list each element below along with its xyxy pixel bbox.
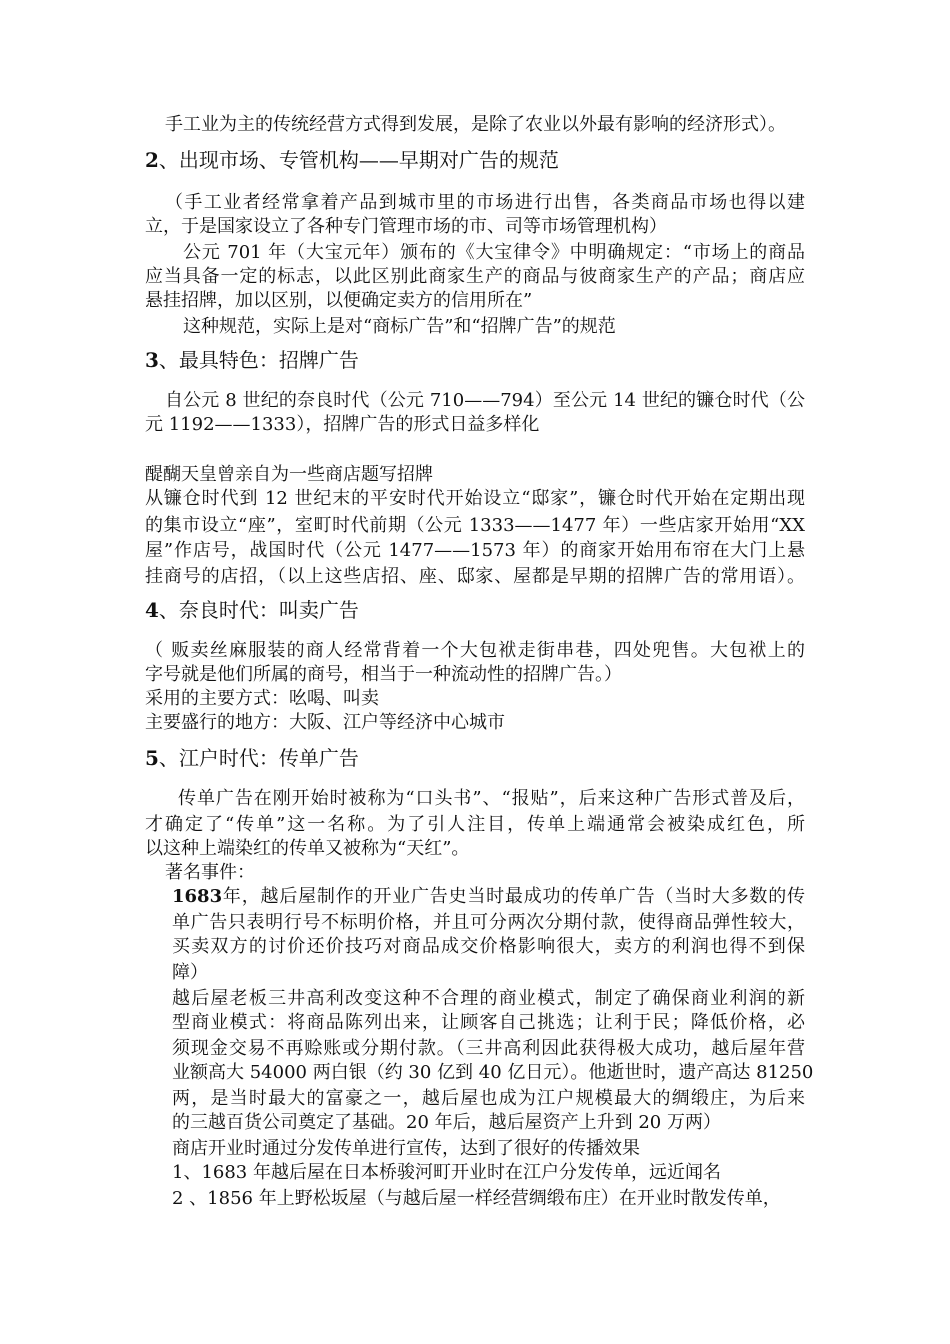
text-line: 悬挂招牌，加以区别，以便确定卖方的信用所在”: [145, 290, 533, 311]
text-line: （ 贩卖丝麻服装的商人经常背着一个大包袱走街串巷，四处兜售。大包袱上的: [145, 640, 805, 661]
text-line: 须现金交易不再赊账或分期付款。（三井高利因此获得极大成功，越后屋年营: [172, 1038, 805, 1059]
text-line: 这种规范，实际上是对“商标广告”和“招牌广告”的规范: [183, 316, 616, 337]
text-line: （手工业者经常拿着产品到城市里的市场进行出售，各类商品市场也得以建: [165, 192, 805, 213]
text-line: 主要盛行的地方：大阪、江户等经济中心城市: [145, 712, 505, 733]
text-line: 著名事件：: [165, 862, 255, 883]
text-line: 以这种上端染红的传单又被称为“天红”。: [145, 838, 470, 859]
text-line: 1683年，越后屋制作的开业广告史当时最成功的传单广告（当时大多数的传: [172, 886, 805, 907]
text-line: 采用的主要方式：吆喝、叫卖: [145, 688, 379, 709]
text-line: 公元 701 年（大宝元年）颁布的《大宝律令》中明确规定：“市场上的商品: [183, 242, 805, 263]
text-line: 障）: [172, 962, 208, 983]
list-item: 2 、1856 年上野松坂屋（与越后屋一样经营绸缎布庄）在开业时散发传单，: [172, 1188, 781, 1209]
text-line: 两，是当时最大的富豪之一，越后屋也成为江户规模最大的绸缎庄，为后来: [172, 1088, 805, 1109]
text-line: 传单广告在刚开始时被称为“口头书”、“报贴”，后来这种广告形式普及后，: [178, 788, 805, 809]
section-heading-3: 3、最具特色：招牌广告: [145, 348, 359, 372]
text-line: 立，于是国家设立了各种专门管理市场的市、司等市场管理机构）: [145, 216, 667, 237]
text-line: 单广告只表明行号不标明价格，并且可分两次分期付款，使得商品弹性较大，: [172, 912, 805, 933]
text-line: 的三越百货公司奠定了基础。20 年后，越后屋资产上升到 20 万两）: [172, 1112, 721, 1133]
text-line: 才确定了“传单”这一名称。为了引人注目，传单上端通常会被染成红色，所: [145, 814, 805, 835]
text-line: 屋”作店号，战国时代（公元 1477——1573 年）的商家开始用布帘在大门上悬: [145, 540, 805, 561]
text-line: 买卖双方的讨价还价技巧对商品成交价格影响很大，卖方的利润也得不到保: [172, 936, 805, 957]
text-line: 应当具备一定的标志，以此区别此商家生产的商品与彼商家生产的产品；商店应: [145, 266, 805, 287]
section-heading-4: 4、奈良时代：叫卖广告: [145, 598, 359, 622]
text-line: 商店开业时通过分发传单进行宣传，达到了很好的传播效果: [172, 1138, 640, 1159]
section-heading-2: 2、出现市场、专管机构——早期对广告的规范: [145, 148, 559, 172]
text-line: 型商业模式：将商品陈列出来，让顾客自己挑选；让利于民；降低价格，必: [172, 1012, 805, 1033]
text-line: 业额高大 54000 两白银（约 30 亿到 40 亿日元）。他逝世时，遗产高达 81250: [172, 1062, 814, 1083]
list-item: 1、1683 年越后屋在日本桥骏河町开业时在江户分发传单，远近闻名: [172, 1162, 721, 1183]
text-line: 字号就是他们所属的商号，相当于一种流动性的招牌广告。）: [145, 664, 622, 685]
text-line: 元 1192——1333），招牌广告的形式日益多样化: [145, 414, 540, 435]
text-line: 的集市设立“座”，室町时代前期（公元 1333——1477 年）一些店家开始用“XX: [145, 515, 805, 536]
text-line: 挂商号的店招，（以上这些店招、座、邸家、屋都是早期的招牌广告的常用语）。: [145, 566, 805, 587]
text-line: 自公元 8 世纪的奈良时代（公元 710——794）至公元 14 世纪的镰仓时代（公: [165, 390, 805, 411]
text-line: 越后屋老板三井高利改变这种不合理的商业模式，制定了确保商业利润的新: [172, 988, 805, 1009]
text-line: 手工业为主的传统经营方式得到发展，是除了农业以外最有影响的经济形式）。: [165, 114, 786, 135]
text-line: 从镰仓时代到 12 世纪末的平安时代开始设立“邸家”，镰仓时代开始在定期出现: [145, 488, 805, 509]
text-line: 醍醐天皇曾亲自为一些商店题写招牌: [145, 464, 433, 485]
section-heading-5: 5、江户时代：传单广告: [145, 746, 359, 770]
